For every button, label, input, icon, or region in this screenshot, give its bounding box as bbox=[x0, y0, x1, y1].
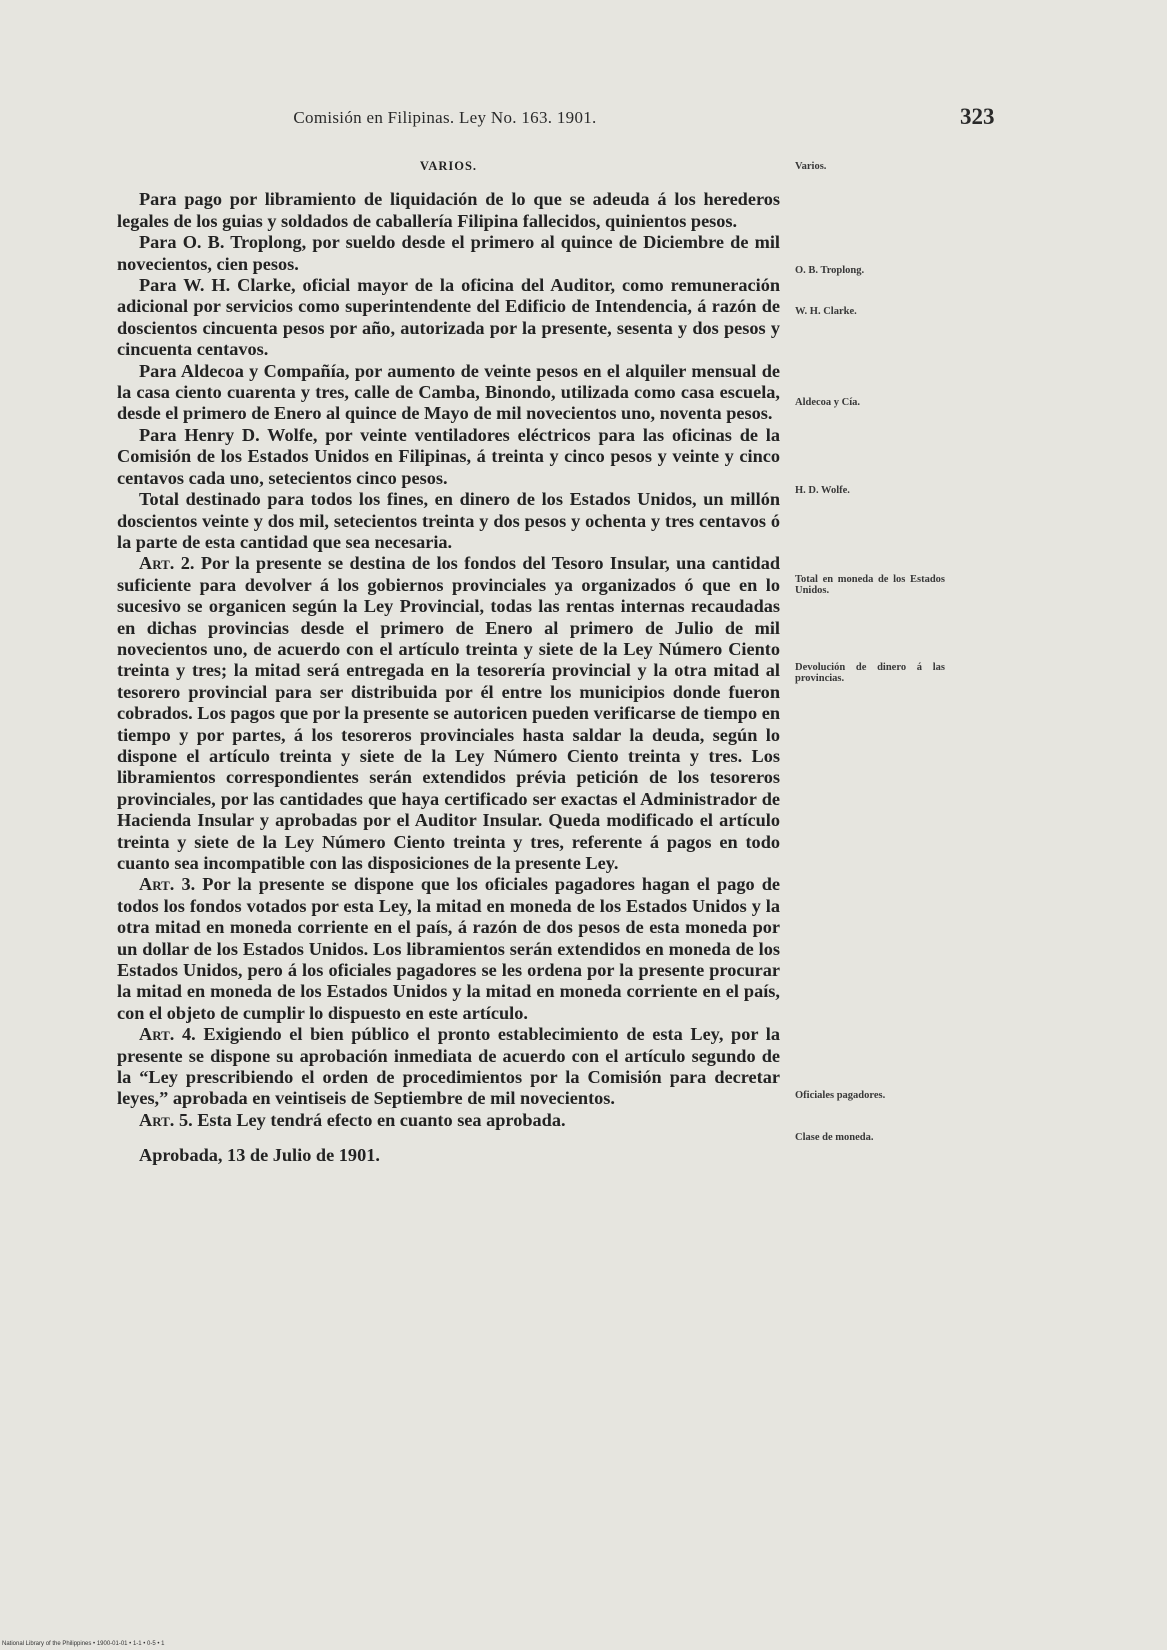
approval-date: Aprobada, 13 de Julio de 1901. bbox=[139, 1145, 380, 1166]
article-2 bbox=[117, 553, 780, 874]
article-5-text: Esta Ley tendrá efecto en cuanto sea aprobada. bbox=[197, 1109, 566, 1130]
running-head: Comisión en Filipinas. Ley No. 163. 1901. bbox=[293, 108, 597, 127]
article-3-label: Art. 3. bbox=[139, 874, 196, 895]
margin-note-aldecoa: Aldecoa y Cía. bbox=[795, 397, 861, 408]
margin-note-devolucion: Devolución de dinero á las provincias. bbox=[795, 662, 945, 684]
article-3 bbox=[117, 874, 780, 1024]
margin-note-wolfe: H. D. Wolfe. bbox=[795, 485, 850, 496]
paragraph-total: Total destinado para todos los fines, en dinero de los Estados Unidos, un millón doscientos veinte y dos mil, setecientos treinta y dos pesos y ochenta y tres centavos ó la parte de esta cantidad que sea necesaria. bbox=[117, 489, 780, 552]
paragraph-troplong: Para O. B. Troplong, por sueldo desde el primero al quince de Diciembre de mil novecientos, cien pesos. bbox=[117, 232, 780, 274]
main-text-column bbox=[117, 156, 780, 1167]
article-5 bbox=[117, 1110, 780, 1131]
margin-note-total: Total en moneda de los Estados Unidos. bbox=[795, 574, 945, 596]
article-4 bbox=[117, 1024, 780, 1110]
paragraph-aldecoa: Para Aldecoa y Compañía, por aumento de veinte pesos en el alquiler mensual de la casa ciento cuarenta y tres, calle de Camba, Binondo, utilizada como casa escuela, desde el primero de Enero al quince de Mayo de mil novecientos uno, noventa pesos. bbox=[117, 360, 780, 424]
paragraph-clarke: Para W. H. Clarke, oficial mayor de la oficina del Auditor, como remuneración adicional por servicios como superintendente del Edificio de Intendencia, á razón de doscientos cincuenta pesos por año, autorizada por la presente, sesenta y dos pesos y cincuenta centavos. bbox=[117, 275, 780, 360]
margin-note-clase-moneda: Clase de moneda. bbox=[795, 1132, 874, 1143]
margin-note-clarke: W. H. Clarke. bbox=[795, 306, 857, 317]
article-2-text: Por la presente se destina de los fondos del Tesoro Insular, una cantidad suficiente para devolver á los gobiernos provinciales ya organizados ó que en lo sucesivo se organicen según la Ley Provincial, todas las rentas internas recaudadas en dichas provincias desde el primero de Enero al primero de Julio de mil novecientos uno, de acuerdo con el artículo treinta y siete de la Ley Número Ciento treinta y tres; la mitad será entregada en la tesorería provincial y la otra mitad al tesorero provincial para ser distribuida por él entre los municipios donde fueron cobrados. Los pagos que por la presente se autoricen pueden verificarse de tiempo en tiempo y por partes, á los tesoreros provinciales hasta saldar la deuda, según lo dispone el artículo treinta y siete de la Ley Número Ciento treinta y tres. Los libramientos correspondientes serán extendidos prévia petición de los tesoreros provinciales, por las cantidades que haya certificado ser exactas el Administrador de Hacienda Insular y aprobadas por el Auditor Insular. Queda modificado el artículo treinta y siete de la Ley Número Ciento treinta y tres, referente á pagos en todo cuanto sea incompatible con las disposiciones de la presente Ley. bbox=[117, 553, 781, 873]
margin-note-oficiales: Oficiales pagadores. bbox=[795, 1090, 886, 1101]
article-3-text: Por la presente se dispone que los oficiales pagadores hagan el pago de todos los fondos votados por esta Ley, la mitad en moneda de los Estados Unidos y la otra mitad en moneda corriente en el país, á razón de dos pesos de esta moneda por un dollar de los Estados Unidos. Los libramientos serán extendidos en moneda de los Estados Unidos, pero á los oficiales pagadores se les ordena por la presente procurar la mitad en moneda de los Estados Unidos y la mitad en moneda corriente en el país, con el objeto de cumplir lo dispuesto en este artículo. bbox=[117, 874, 780, 1023]
article-4-label: Art. 4. bbox=[139, 1024, 196, 1045]
page-number: 323 bbox=[960, 104, 995, 129]
article-2-label: Art. 2. bbox=[139, 553, 195, 574]
footer-credit: National Library of the Philippines • 1900-01-01 • 1-1 • 0-5 • 1 bbox=[2, 1641, 165, 1647]
paragraph-wolfe: Para Henry D. Wolfe, por veinte ventiladores eléctricos para las oficinas de la Comisión de los Estados Unidos en Filipinas, á treinta y cinco pesos y veinte y cinco centavos cada uno, setecientos cinco pesos. bbox=[117, 424, 780, 488]
article-5-label: Art. 5. bbox=[139, 1109, 193, 1130]
section-heading: VARIOS. bbox=[419, 159, 478, 173]
margin-note-varios: Varios. bbox=[795, 161, 827, 172]
article-4-text: Exigiendo el bien público el pronto establecimiento de esta Ley, por la presente se dispone su aprobación inmediata de acuerdo con el artículo segundo de la “Ley prescribiendo el orden de procedimientos por la Comisión para decretar leyes,” aprobada en veintiseis de Septiembre de mil novecientos. bbox=[117, 1024, 781, 1109]
paragraph-herederos: Para pago por libramiento de liquidación de lo que se adeuda á los herederos legales de los guias y soldados de caballería Filipina fallecidos, quinientos pesos. bbox=[117, 189, 780, 231]
margin-note-troplong: O. B. Troplong. bbox=[795, 265, 865, 276]
